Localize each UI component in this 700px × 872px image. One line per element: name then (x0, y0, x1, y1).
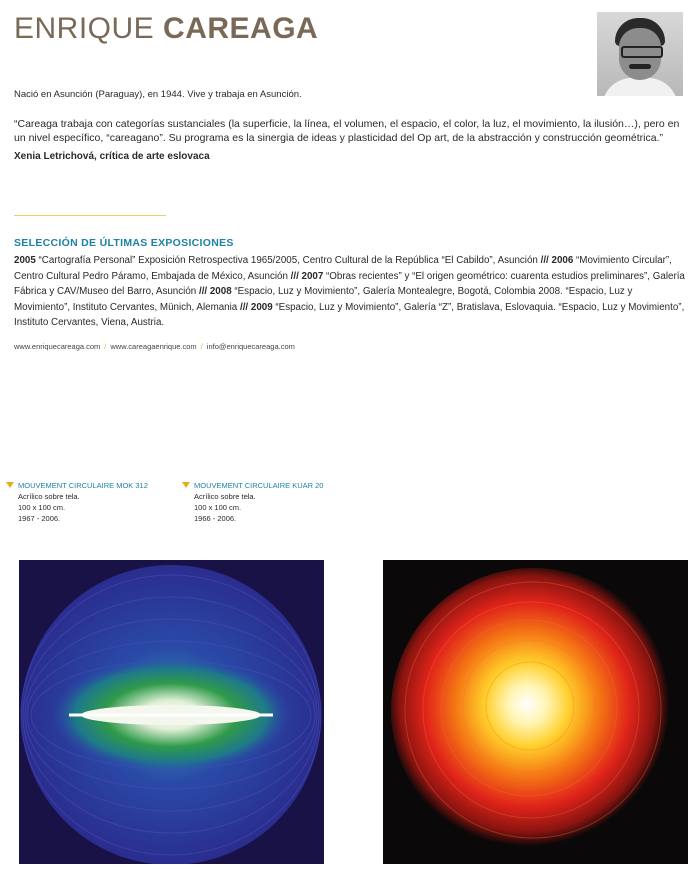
artwork-size: 100 x 100 cm. (194, 503, 242, 512)
artist-first-name: ENRIQUE (14, 12, 155, 45)
artwork-title: MOUVEMENT CIRCULAIRE KUAR 20 (194, 481, 324, 490)
artwork-size: 100 x 100 cm. (18, 503, 66, 512)
triangle-down-icon (6, 482, 14, 488)
quote-author: Xenia Letrichová, crítica de arte eslovaca (14, 151, 210, 162)
website-link-1[interactable]: www.enriquecareaga.com (14, 342, 101, 351)
exhibitions-list (14, 253, 686, 331)
exhibition-text: “Cartografía Personal” Exposición Retrospectiva 1965/2005, Centro Cultural de la República “El Cabildo”, Asunción (35, 255, 541, 266)
artwork-caption-1 (18, 480, 148, 524)
section-divider (14, 215, 166, 216)
artwork-title: MOUVEMENT CIRCULAIRE MOK 312 (18, 481, 148, 490)
link-separator: / (200, 342, 203, 351)
exhibition-text: “Espacio, Luz y Movimiento”, Galería “Z”, Bratislava, Eslovaquia. “Espacio, Luz y Movimiento”, Instituto Cervantes, Viena, Austria. (14, 301, 685, 328)
artwork-image-kuar-20 (383, 560, 688, 864)
exhibition-year: /// 2008 (198, 286, 232, 297)
exhibition-text: “Obras recientes” y “El origen geométrico: cuarenta estudios preliminares”, Galería Fábrica y CAV/Museo del Barro, Asunción (14, 270, 685, 297)
artwork-years: 1967 - 2006. (18, 514, 61, 523)
artwork-years: 1966 - 2006. (194, 514, 237, 523)
exhibition-year: /// 2006 (540, 255, 574, 266)
exhibition-year: /// 2009 (239, 301, 273, 313)
contact-links (14, 342, 295, 351)
critic-quote: “Careaga trabaja con categorías sustanciales (la superficie, la línea, el volumen, el espacio, el color, la luz, el movimiento, la ilusión…), pero en un nivel específico, “careagano”. Su programa es la sinergia de ideas y plasticidad del Op art, de la abstracción y construcción geométrica.” (14, 118, 680, 144)
artist-last-name: CAREAGA (163, 12, 319, 45)
artist-bio: Nació en Asunción (Paraguay), en 1944. Vive y trabaja en Asunción. (14, 89, 302, 100)
artwork-medium: Acrílico sobre tela. (194, 492, 256, 501)
email-link[interactable]: info@enriquecareaga.com (206, 342, 295, 351)
artist-name (14, 12, 318, 46)
artist-portrait (597, 12, 683, 96)
artwork-caption-2 (194, 480, 323, 524)
exhibition-text: “Movimiento Circular”, Centro Cultural Pedro Páramo, Embajada de México, Asunción (14, 255, 672, 282)
exhibition-year: 2005 (14, 255, 36, 266)
triangle-down-icon (182, 482, 190, 488)
artwork-image-mok-312 (19, 560, 324, 864)
artwork-medium: Acrílico sobre tela. (18, 492, 80, 501)
exhibition-year: /// 2007 (290, 270, 324, 282)
website-link-2[interactable]: www.careagaenrique.com (110, 342, 197, 351)
exhibition-text: “Espacio, Luz y Movimiento”, Galería Montealegre, Bogotá, Colombia 2008. “Espacio, Luz y Movimiento”, Instituto Cervantes, Münich, Alemania (14, 286, 633, 313)
exhibitions-title: SELECCIÓN DE ÚLTIMAS EXPOSICIONES (14, 237, 234, 249)
link-separator: / (104, 342, 107, 351)
